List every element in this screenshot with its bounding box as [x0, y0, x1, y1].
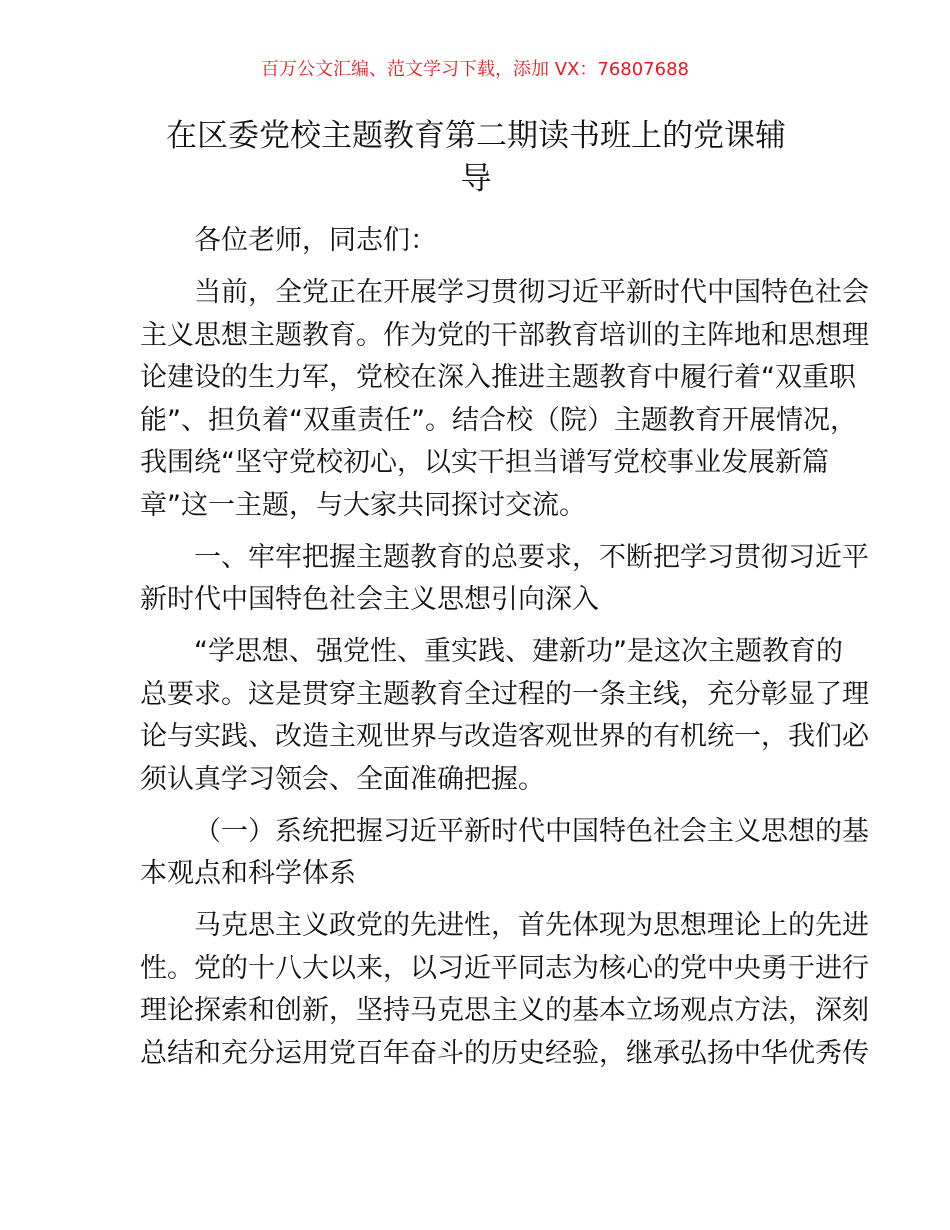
paragraph — [140, 537, 869, 622]
paragraph-line: 须认真学习领会、全面准确把握。 — [140, 763, 545, 795]
paragraph-line: 章”这一主题，与大家共同探讨交流。 — [140, 489, 586, 521]
paragraph-line: 论建设的生力军，党校在深入推进主题教育中履行着“双重职 — [140, 362, 856, 393]
paragraph-line: 当前，全党正在开展学习贯彻习近平新时代中国特色社会 — [194, 277, 869, 308]
paragraph-line: 我围绕“坚守党校初心，以实干担当谱写党校事业发展新篇 — [140, 447, 829, 478]
title-line: 在区委党校主题教育第二期读书班上的党课辅 — [166, 118, 786, 154]
paragraph — [140, 631, 869, 801]
paragraph-line: 一、牢牢把握主题教育的总要求，不断把学习贯彻习近平 — [194, 541, 869, 573]
paragraph-line: 性。党的十八大以来，以习近平同志为核心的党中央勇于进行 — [140, 952, 869, 984]
paragraph-line: 总结和充分运用党百年奋斗的历史经验，继承弘扬中华优秀传 — [140, 1037, 869, 1069]
paragraph-line: 各位老师，同志们： — [194, 225, 437, 256]
paragraph-line: 新时代中国特色社会主义思想引向深入 — [140, 584, 599, 615]
paragraph-line: 主义思想主题教育。作为党的干部教育培训的主阵地和思想理 — [140, 319, 869, 351]
document-body — [140, 220, 869, 1085]
paragraph — [140, 905, 869, 1075]
paragraph-line: 能”、担负着“双重责任”。结合校（院）主题教育开展情况， — [140, 404, 857, 436]
paragraph — [140, 220, 812, 263]
document-title — [140, 115, 812, 201]
paragraph — [140, 811, 869, 896]
paragraph-line: 总要求。这是贯穿主题教育全过程的一条主线，充分彰显了理 — [140, 678, 869, 710]
paragraph-line: “学思想、强党性、重实践、建新功”是这次主题教育的 — [194, 636, 843, 667]
paragraph-line: 马克思主义政党的先进性，首先体现为思想理论上的先进 — [194, 910, 869, 941]
paragraph-line: 理论探索和创新，坚持马克思主义的基本立场观点方法，深刻 — [140, 995, 869, 1026]
title-line: 导 — [460, 161, 492, 197]
paragraph-line: （一）系统把握习近平新时代中国特色社会主义思想的基 — [194, 815, 869, 847]
paragraph-line: 论与实践、改造主观世界与改造客观世界的有机统一，我们必 — [140, 721, 869, 752]
paragraph-line: 本观点和科学体系 — [140, 858, 356, 889]
paragraph — [140, 272, 869, 527]
watermark-header: 百万公文汇编、范文学习下载，添加 VX：76807688 — [261, 59, 689, 80]
